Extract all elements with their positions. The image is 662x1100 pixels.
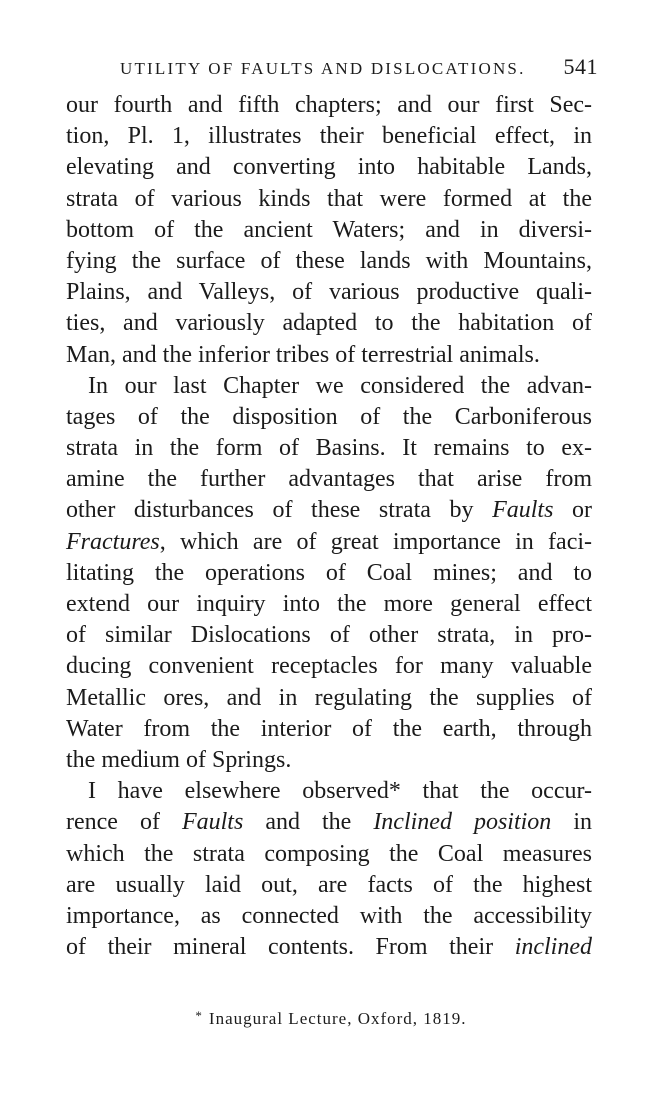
text-run: other disturbances of these strata by	[66, 497, 493, 524]
text-line: strata of various kinds that were formed at the	[66, 185, 592, 212]
text-line: I have elsewhere observed* that the occur-	[88, 778, 592, 805]
text-line: are usually laid out, are facts of the highest	[66, 871, 592, 898]
text-line: our fourth and fifth chapters; and our first Sec-	[66, 92, 592, 118]
italic-term: Fractures	[66, 528, 160, 555]
text-line: amine the further advantages that arise from	[66, 466, 592, 493]
footnote-mark: *	[195, 1008, 203, 1023]
text-line	[66, 527, 592, 558]
footnote-text: Inaugural Lecture, Oxford, 1819.	[208, 1009, 467, 1028]
text-line: In our last Chapter we considered the advan-	[88, 372, 592, 399]
text-run: rence of	[66, 809, 182, 836]
text-line: tion, Pl. 1, illustrates their beneficial effect, in	[66, 123, 592, 150]
text-line: which the strata composing the Coal measures	[66, 840, 592, 867]
running-head-title: UTILITY OF FAULTS AND DISLOCATIONS.	[120, 59, 526, 78]
text-line: ties, and variously adapted to the habitation of	[66, 310, 592, 337]
text-run: of their mineral contents. From their	[66, 934, 515, 961]
text-line: the medium of Springs.	[66, 746, 292, 773]
text-line: tages of the disposition of the Carboniferous	[66, 403, 592, 430]
text-line: Man, and the inferior tribes of terrestrial animals.	[66, 341, 540, 368]
italic-term: inclined	[514, 934, 592, 961]
text-line: litating the operations of Coal mines; and to	[66, 559, 592, 586]
text-line: fying the surface of these lands with Mountains,	[66, 247, 592, 274]
text-line: Plains, and Valleys, of various productive quali-	[66, 279, 592, 306]
italic-term: Inclined position	[373, 809, 552, 836]
text-line: of similar Dislocations of other strata, in pro-	[66, 622, 592, 649]
text-line: importance, as connected with the accessibility	[66, 902, 592, 929]
text-run: in	[551, 809, 592, 836]
page-number: 541	[563, 54, 598, 79]
text-line: ducing convenient receptacles for many valuable	[66, 653, 592, 680]
text-line: Water from the interior of the earth, through	[66, 715, 592, 742]
footnote	[0, 1008, 662, 1029]
text-line: bottom of the ancient Waters; and in diversi-	[66, 216, 592, 243]
text-run: , which are of great importance in faci-	[159, 528, 592, 555]
text-line: strata in the form of Basins. It remains to ex-	[66, 435, 592, 462]
text-line: elevating and converting into habitable Lands,	[66, 154, 592, 181]
body-text	[66, 90, 592, 963]
italic-term: Faults	[492, 497, 554, 524]
text-line: Metallic ores, and in regulating the supplies of	[66, 684, 592, 711]
text-line	[66, 807, 592, 838]
text-line: extend our inquiry into the more general effect	[66, 591, 592, 617]
text-run: and the	[243, 809, 374, 836]
text-line	[66, 495, 592, 526]
text-run: or	[553, 497, 592, 524]
italic-term: Faults	[181, 809, 244, 836]
running-head	[74, 54, 604, 84]
text-line	[66, 932, 592, 963]
